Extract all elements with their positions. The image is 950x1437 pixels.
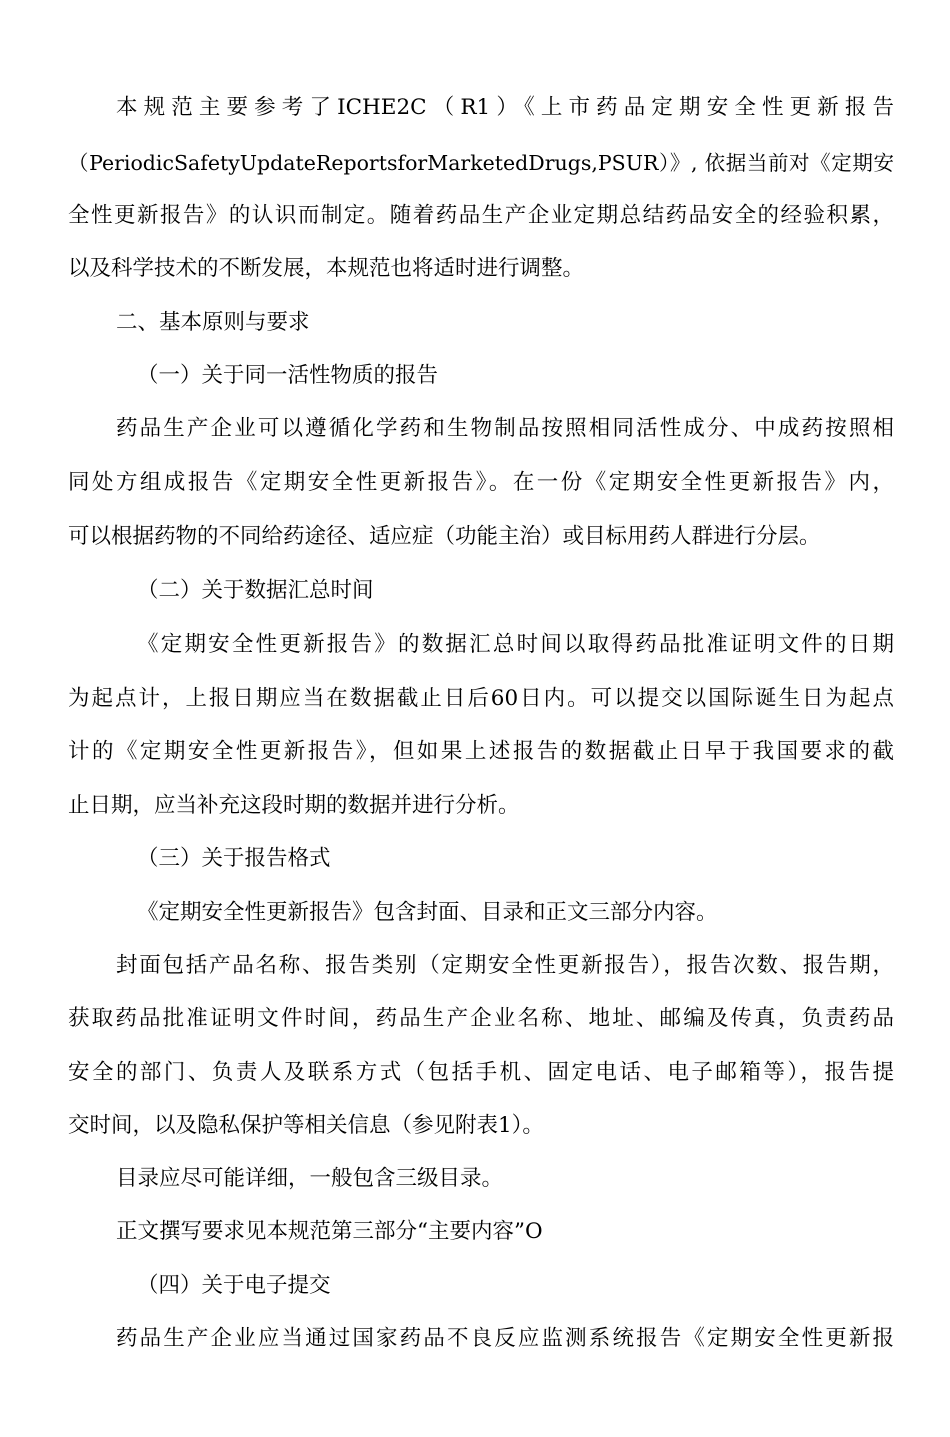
body-line: 全性更新报告》的认识而制定。随着药品生产企业定期总结药品安全的经验积累， (68, 203, 894, 228)
body-line: 药品生产企业应当通过国家药品不良反应监测系统报告《定期安全性更新报 (116, 1326, 894, 1351)
body-line: 封面包括产品名称、报告类别（定期安全性更新报告），报告次数、报告期， (116, 953, 894, 978)
body-line: 《定期安全性更新报告》的数据汇总时间以取得药品批准证明文件的日期 (137, 632, 894, 657)
body-line: 正文撰写要求见本规范第三部分“主要内容”O (116, 1219, 543, 1244)
body-line: 计的《定期安全性更新报告》，但如果上述报告的数据截止日早于我国要求的截 (68, 739, 894, 764)
body-line: 获取药品批准证明文件时间，药品生产企业名称、地址、邮编及传真，负责药品 (68, 1006, 894, 1031)
body-line: 目录应尽可能详细，一般包含三级目录。 (116, 1166, 504, 1191)
subsection-heading: （二）关于数据汇总时间 (137, 578, 374, 603)
body-line: 为起点计，上报日期应当在数据截止日后60日内。可以提交以国际诞生日为起点 (68, 686, 894, 711)
subsection-heading: （四）关于电子提交 (137, 1273, 331, 1298)
subsection-heading: （一）关于同一活性物质的报告 (137, 363, 439, 388)
body-line: 交时间，以及隐私保护等相关信息（参见附表1）。 (68, 1113, 544, 1138)
body-line: 本规范主要参考了ICHE2C（R1）《上市药品定期安全性更新报告 (116, 95, 894, 120)
body-line: 《定期安全性更新报告》包含封面、目录和正文三部分内容。 (137, 900, 718, 925)
section-heading: 二、基本原则与要求 (116, 310, 310, 335)
subsection-heading: （三）关于报告格式 (137, 846, 331, 871)
body-line: 可以根据药物的不同给药途径、适应症（功能主治）或目标用药人群进行分层。 (68, 524, 821, 549)
body-line: 止日期，应当补充这段时期的数据并进行分析。 (68, 793, 520, 818)
body-line: 安全的部门、负责人及联系方式（包括手机、固定电话、电子邮箱等），报告提 (68, 1060, 894, 1085)
body-line: 同处方组成报告《定期安全性更新报告》。在一份《定期安全性更新报告》内， (68, 470, 894, 495)
body-line: （PeriodicSafetyUpdateReportsforMarketedDrugs,PSUR）》, 依据当前对《定期安 (68, 151, 894, 175)
body-line: 以及科学技术的不断发展，本规范也将适时进行调整。 (68, 256, 585, 281)
body-line: 药品生产企业可以遵循化学药和生物制品按照相同活性成分、中成药按照相 (116, 416, 894, 441)
